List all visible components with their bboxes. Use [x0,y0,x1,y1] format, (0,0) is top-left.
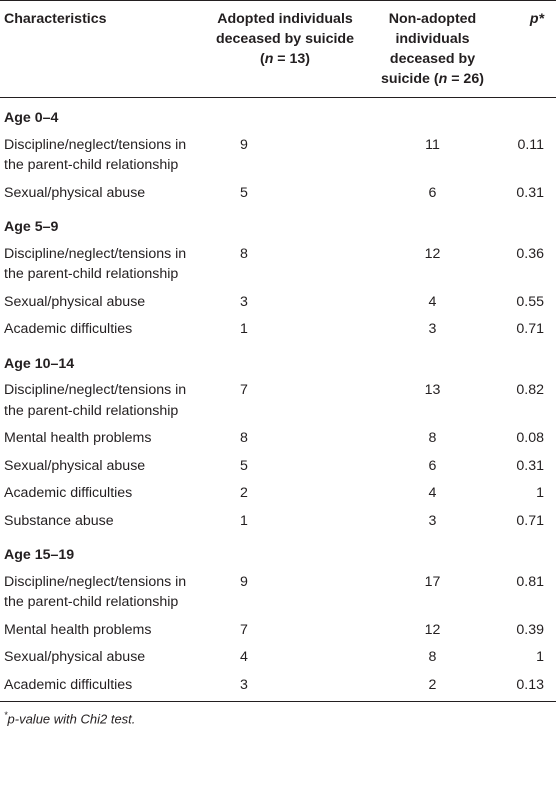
cell-nonadopted: 6 [428,457,437,474]
row-label: Sexual/physical abuse [4,649,146,665]
cell-adopted: 1 [240,512,248,529]
row-label: Discipline/neglect/tensions in the parent-child relationship [4,136,187,173]
header-characteristics: Characteristics [0,1,210,98]
cell-p-value: 1 [536,649,544,665]
cell-p-value: 1 [536,485,544,501]
footnote: *p-value with Chi2 test. [4,710,136,727]
cell-adopted: 1 [240,321,248,337]
cell-adopted: 5 [240,457,248,474]
cell-adopted: 4 [240,649,248,665]
cell-adopted: 7 [240,621,248,638]
cell-adopted: 5 [240,184,248,201]
table-header [0,1,556,98]
table-row [0,617,556,645]
table-row [0,180,556,208]
cell-p-value: 0.55 [516,293,544,310]
section-title: Age 10–14 [4,355,75,372]
section-header-row [0,344,556,378]
cell-nonadopted: 3 [428,512,437,529]
cell-nonadopted: 4 [428,485,437,501]
header-adopted: Adopted individuals deceased by suicide (n = 13) [210,1,360,98]
cell-p-value: 0.11 [517,136,544,153]
cell-nonadopted: 8 [428,649,437,665]
cell-adopted: 9 [240,573,248,590]
table-row [0,569,556,617]
cell-p-value: 0.31 [516,184,544,201]
cell-p-value: 0.08 [516,430,544,446]
row-label: Sexual/physical abuse [4,457,146,474]
table-row [0,289,556,317]
header-nonadopted: Non-adopted individuals deceased by suicide (n = 26) [360,1,505,98]
row-label: Sexual/physical abuse [4,293,146,310]
cell-adopted: 2 [240,485,248,501]
cell-nonadopted: 17 [424,573,441,590]
section-title: Age 5–9 [4,219,59,235]
row-label: Discipline/neglect/tensions in the parent-child relationship [4,573,187,610]
table-body [0,98,556,702]
cell-p-value: 0.71 [516,321,544,337]
cell-adopted: 7 [240,382,248,398]
cell-nonadopted: 12 [424,621,441,638]
table-row [0,672,556,702]
cell-p-value: 0.13 [505,672,556,702]
row-label: Substance abuse [4,512,114,529]
cell-nonadopted: 11 [425,136,440,153]
cell-p-value: 0.71 [516,512,544,529]
cell-nonadopted: 12 [424,245,441,262]
table-row [0,377,556,425]
section-header-row [0,535,556,569]
table-row [0,316,556,344]
cell-p-value: 0.82 [516,382,544,398]
table-row [0,425,556,453]
cell-p-value: 0.31 [516,457,544,474]
section-header-row [0,98,556,132]
table-row [0,132,556,180]
section-title: Age 0–4 [4,110,59,126]
cell-adopted: 8 [240,430,248,446]
row-label: Mental health problems [4,621,152,638]
row-label: Academic difficulties [4,321,133,337]
cell-p-value: 0.81 [516,573,544,590]
cell-p-value: 0.39 [516,621,544,638]
cell-nonadopted: 6 [428,184,437,201]
cell-nonadopted: 13 [424,382,441,398]
section-title: Age 15–19 [4,547,75,563]
cell-adopted: 9 [240,136,248,153]
cell-adopted: 3 [210,672,360,702]
cell-nonadopted: 3 [428,321,437,337]
row-label: Sexual/physical abuse [4,184,146,201]
table-row [0,453,556,481]
cell-p-value: 0.36 [516,245,544,262]
header-p-value: p* [505,1,556,98]
cell-nonadopted: 2 [360,672,505,702]
cell-adopted: 8 [240,245,248,262]
table-row [0,508,556,536]
table-row [0,644,556,672]
cell-adopted: 3 [240,293,248,310]
row-label: Academic difficulties [0,672,210,702]
section-header-row [0,207,556,241]
table-row [0,241,556,289]
row-label: Discipline/neglect/tensions in the parent-child relationship [4,245,187,282]
row-label: Academic difficulties [4,485,133,501]
cell-nonadopted: 8 [428,430,437,446]
row-label: Discipline/neglect/tensions in the parent-child relationship [4,382,187,419]
row-label: Mental health problems [4,430,152,446]
table-row [0,480,556,508]
cell-nonadopted: 4 [428,293,437,310]
